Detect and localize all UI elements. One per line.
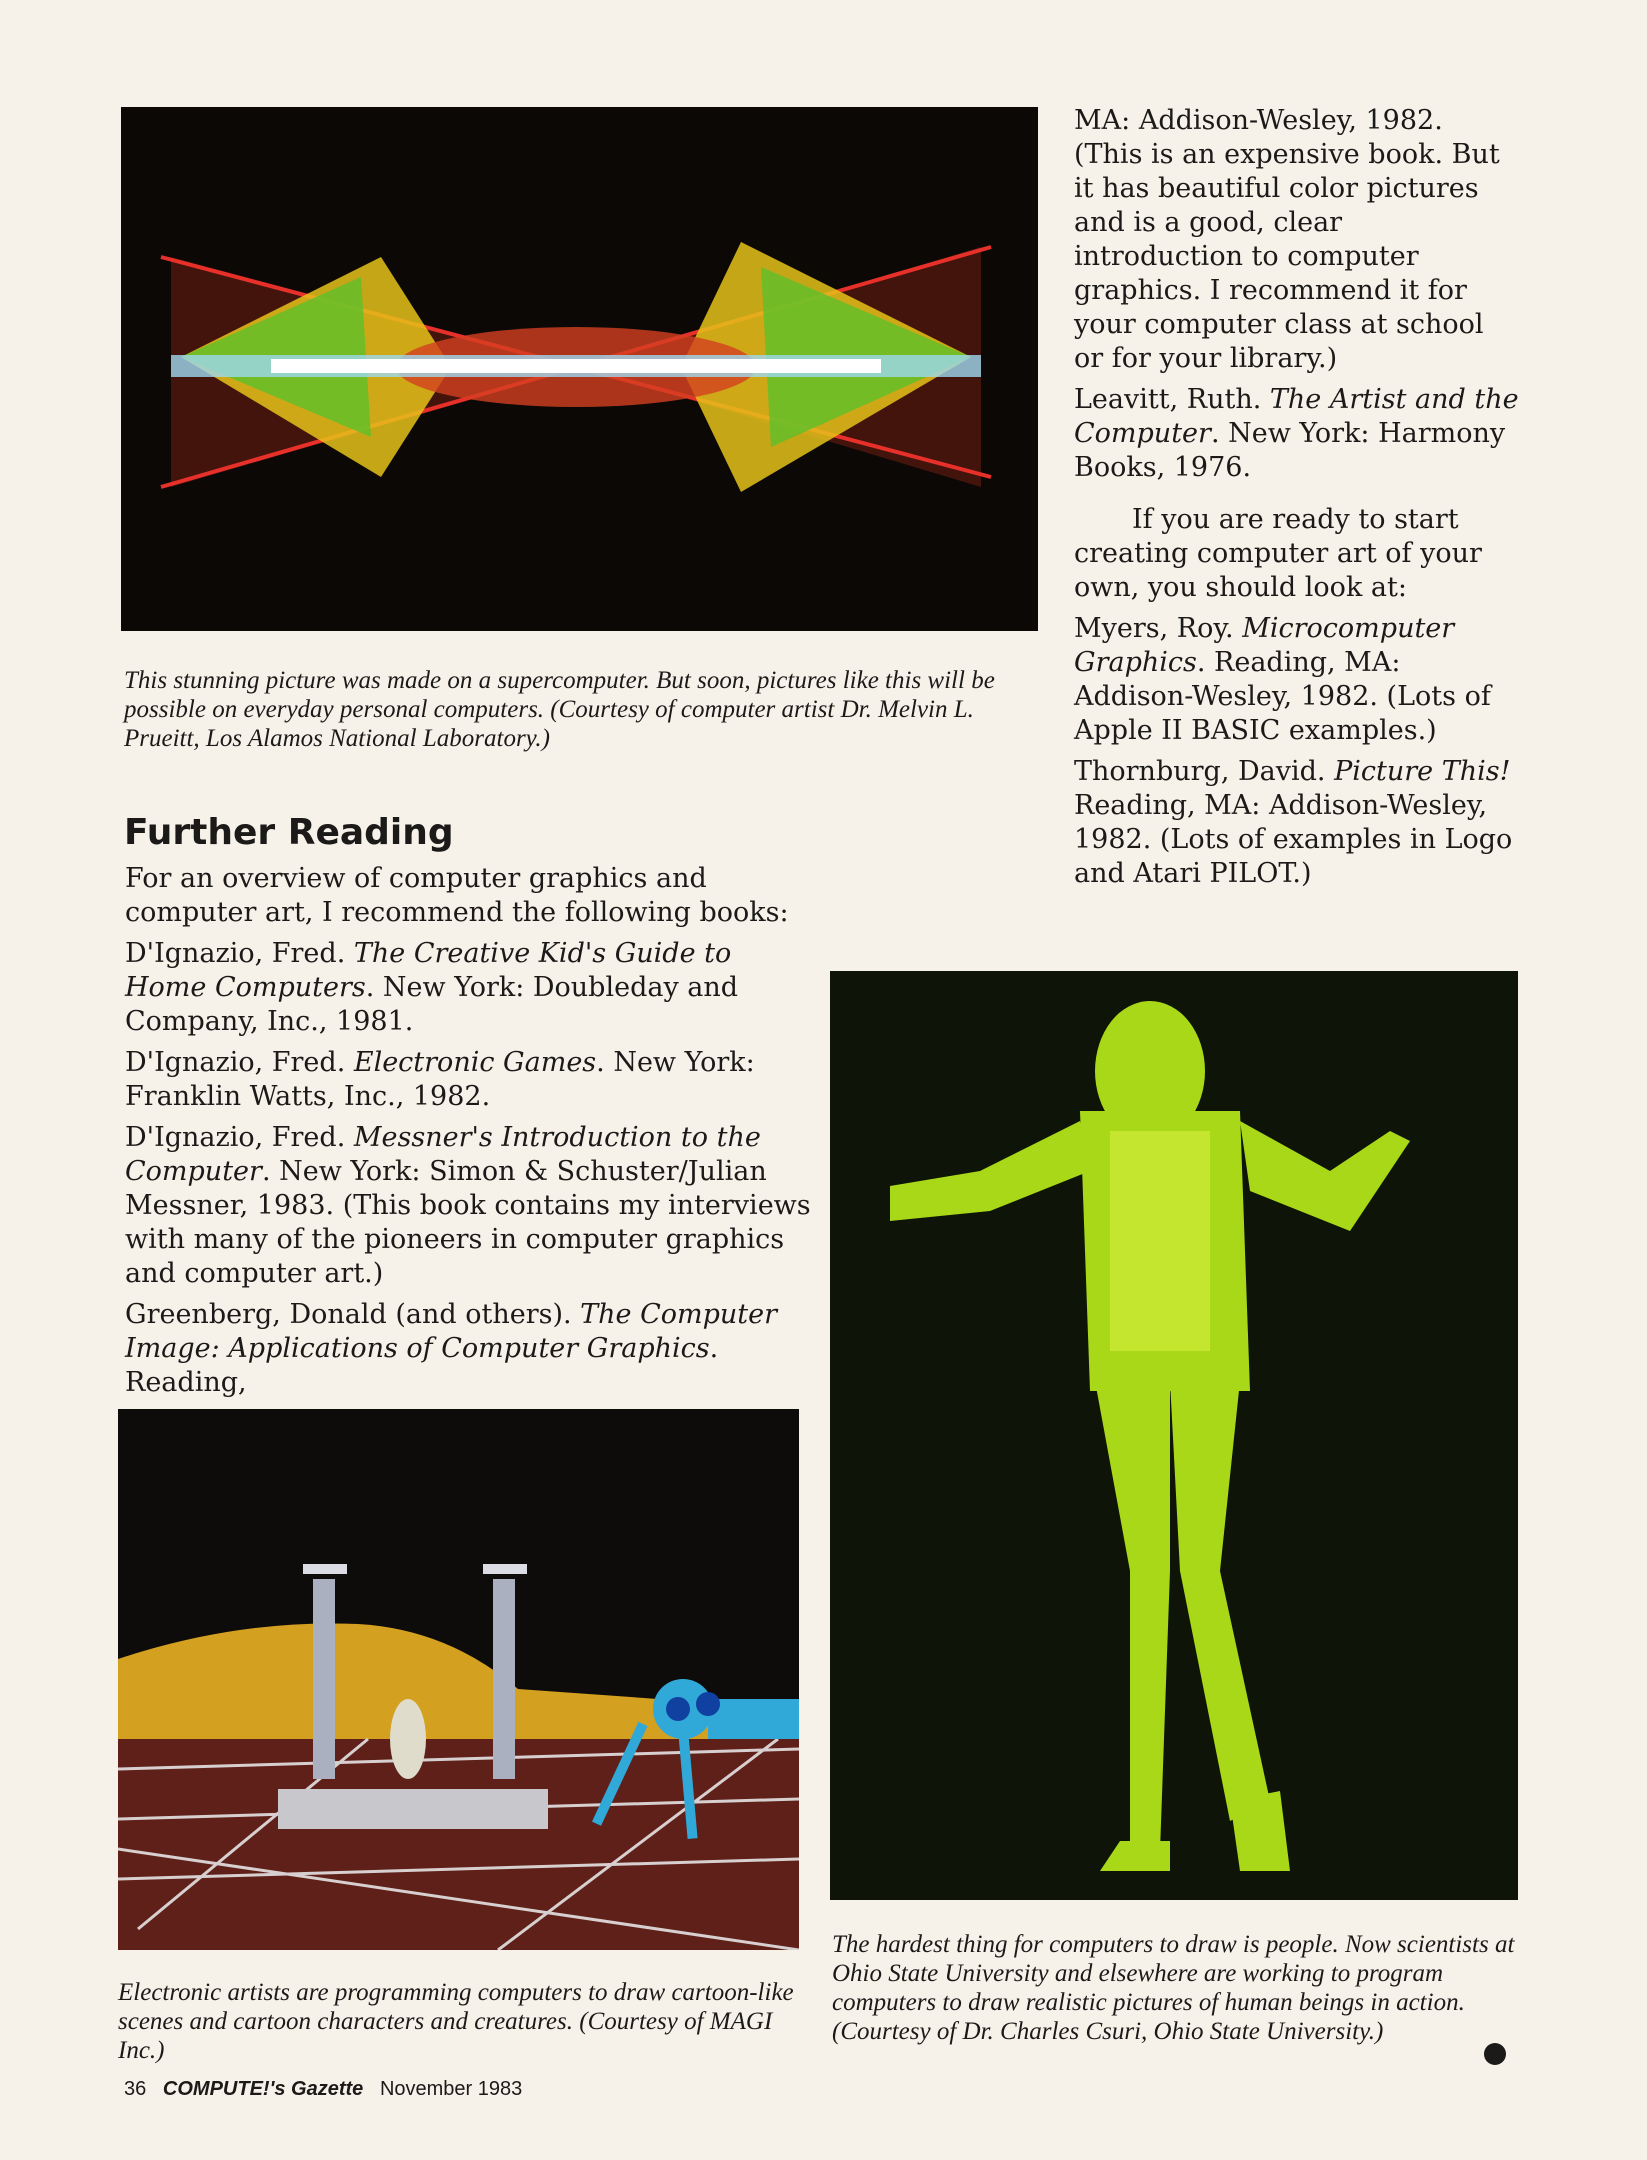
top-image-caption: This stunning picture was made on a supercomputer. But soon, pictures like this will be possible on everyday personal computers. (Courtesy of computer artist Dr. Melvin L. Prueitt, Los Alamos National Laboratory.) bbox=[124, 667, 995, 752]
magi-scene-image bbox=[118, 1409, 799, 1950]
page-footer bbox=[124, 2078, 522, 2101]
human-figure-image bbox=[830, 971, 1518, 1900]
reference-item: D'Ignazio, Fred. Messner's Introduction to the Computer. New York: Simon & Schuster/Julian Messner, 1983. (This book contains my interviews with many of the pioneers in computer graphics and computer art.) bbox=[125, 1122, 811, 1289]
reference-item: D'Ignazio, Fred. The Creative Kid's Guide to Home Computers. New York: Doubleday and Company, Inc., 1981. bbox=[125, 938, 739, 1037]
further-reading-heading: Further Reading bbox=[124, 812, 454, 853]
supercomputer-art-image bbox=[121, 107, 1038, 631]
reference-item: Thornburg, David. Picture This! Reading, MA: Addison-Wesley, 1982. (Lots of examples in Logo and Atari PILOT.) bbox=[1074, 756, 1513, 889]
intro-paragraph: For an overview of computer graphics and computer art, I recommend the following books: bbox=[125, 863, 789, 928]
reference-item: Leavitt, Ruth. The Artist and the Computer. New York: Harmony Books, 1976. bbox=[1074, 384, 1519, 483]
left-column-text bbox=[125, 862, 815, 1407]
end-mark-icon bbox=[1484, 2043, 1506, 2065]
reference-item: Greenberg, Donald (and others). The Computer Image: Applications of Computer Graphics. Reading, bbox=[125, 1299, 778, 1398]
magazine-name: COMPUTE!'s Gazette bbox=[162, 2078, 364, 2100]
right-column-text bbox=[1074, 104, 1519, 898]
reference-item: Myers, Roy. Microcomputer Graphics. Reading, MA: Addison-Wesley, 1982. (Lots of Apple II BASIC examples.) bbox=[1074, 613, 1491, 746]
right-image-caption: The hardest thing for computers to draw is people. Now scientists at Ohio State University and elsewhere are working to program computers to draw realistic pictures of human beings in action. (Courtesy of Dr. Charles Csuri, Ohio State University.) bbox=[832, 1931, 1515, 2045]
issue-date: November 1983 bbox=[379, 2078, 523, 2100]
reference-item: D'Ignazio, Fred. Electronic Games. New York: Franklin Watts, Inc., 1982. bbox=[125, 1047, 755, 1112]
bottom-left-caption: Electronic artists are programming computers to draw cartoon-like scenes and cartoon characters and creatures. (Courtesy of MAGI Inc.) bbox=[118, 1979, 794, 2064]
paragraph: If you are ready to start creating computer art of your own, you should look at: bbox=[1074, 504, 1482, 603]
continued-reference: MA: Addison-Wesley, 1982. (This is an expensive book. But it has beautiful color pictures and is a good, clear introduction to computer graphics. I recommend it for your computer class at school or for your library.) bbox=[1074, 105, 1500, 374]
page-number: 36 bbox=[124, 2078, 147, 2100]
